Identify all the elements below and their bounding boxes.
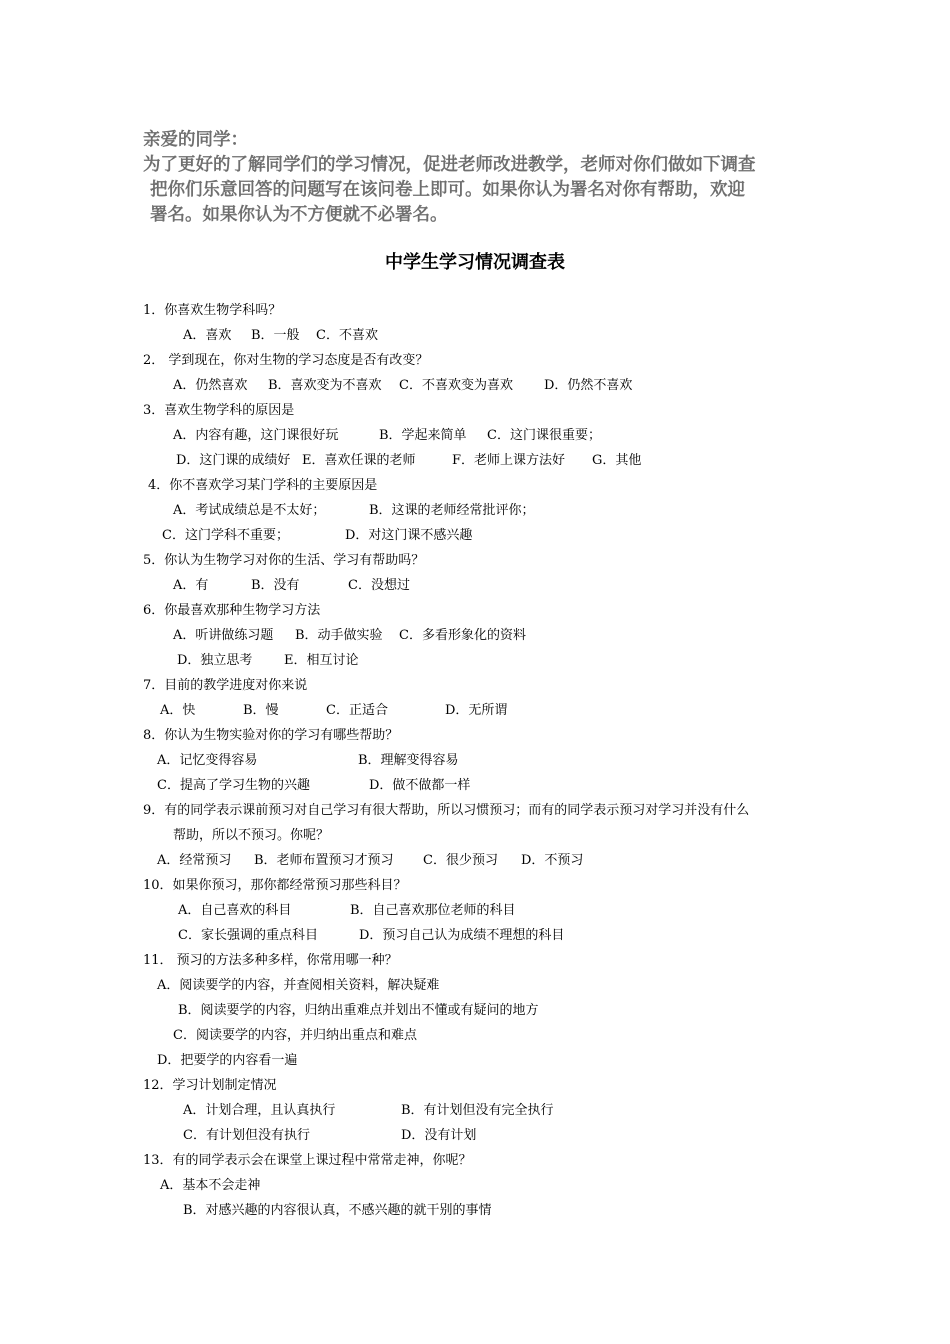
option-a: A．记忆变得容易 [157, 753, 258, 768]
option-a: A．仍然喜欢 [173, 378, 248, 393]
option-g: G．其他 [592, 453, 642, 468]
option-b: B．一般 [251, 328, 300, 343]
survey-title: 中学生学习情况调查表 [385, 252, 565, 273]
option-a: A．考试成绩总是不太好； [173, 503, 326, 518]
option-d: D．这门课的成绩好 [176, 453, 291, 468]
option-a: A．内容有趣，这门课很好玩 [173, 428, 339, 443]
option-b: B．有计划但没有完全执行 [401, 1103, 554, 1118]
question-11-option-d: D．把要学的内容看一遍 [157, 1053, 298, 1068]
question-13-option-a: A．基本不会走神 [160, 1178, 261, 1193]
option-a: A．听讲做练习题 [173, 628, 274, 643]
question-7: 7．目前的教学进度对你来说 [143, 678, 308, 693]
intro-line-1: 为了更好的了解同学们的学习情况，促进老师改进教学，老师对你们做如下调查 [143, 155, 756, 175]
option-e: E．喜欢任课的老师 [302, 453, 416, 468]
option-d: D．预习自己认为成绩不理想的科目 [359, 928, 565, 943]
option-c: C．家长强调的重点科目 [178, 928, 318, 943]
option-a: A．自己喜欢的科目 [178, 903, 292, 918]
option-e: E．相互讨论 [284, 653, 359, 668]
option-c: C．正适合 [326, 703, 388, 718]
option-b: B．喜欢变为不喜欢 [268, 378, 382, 393]
option-d: D．没有计划 [401, 1128, 477, 1143]
option-b: B．自己喜欢那位老师的科目 [350, 903, 516, 918]
question-11-option-c: C．阅读要学的内容，并归纳出重点和难点 [173, 1028, 417, 1043]
question-9-continued: 帮助，所以不预习。你呢？ [173, 828, 330, 843]
question-3: 3．喜欢生物学科的原因是 [143, 403, 295, 418]
option-d: D．仍然不喜欢 [544, 378, 633, 393]
option-b: B．理解变得容易 [358, 753, 459, 768]
option-a: A．快 [160, 703, 196, 718]
option-b: B．动手做实验 [295, 628, 383, 643]
question-11: 11． 预习的方法多种多样，你常用哪一种？ [143, 953, 398, 968]
option-c: C．没想过 [348, 578, 410, 593]
option-d: D．无所谓 [445, 703, 508, 718]
option-c: C．不喜欢 [316, 328, 378, 343]
option-c: C．不喜欢变为喜欢 [399, 378, 513, 393]
question-6: 6．你最喜欢那种生物学习方法 [143, 603, 321, 618]
option-f: F．老师上课方法好 [452, 453, 566, 468]
option-c: C．多看形象化的资料 [399, 628, 526, 643]
question-11-option-b: B．阅读要学的内容，归纳出重难点并划出不懂或有疑问的地方 [178, 1003, 539, 1018]
option-b: B．慢 [243, 703, 279, 718]
option-b: B．这课的老师经常批评你； [369, 503, 535, 518]
option-c: C．提高了学习生物的兴趣 [157, 778, 310, 793]
question-9: 9．有的同学表示课前预习对自己学习有很大帮助，所以习惯预习；而有的同学表示预习对学习并没有什么 [143, 803, 750, 818]
option-b: B．没有 [251, 578, 300, 593]
intro-line-2: 把你们乐意回答的问题写在该问卷上即可。如果你认为署名对你有帮助，欢迎 [150, 180, 745, 200]
option-d: D．对这门课不感兴趣 [345, 528, 473, 543]
option-d: D．不预习 [521, 853, 584, 868]
question-10: 10．如果你预习，那你都经常预习那些科目？ [143, 878, 407, 893]
intro-line-3: 署名。如果你认为不方便就不必署名。 [150, 205, 448, 225]
question-5: 5．你认为生物学习对你的生活、学习有帮助吗？ [143, 553, 425, 568]
option-b: B．老师布置预习才预习 [254, 853, 394, 868]
question-13: 13．有的同学表示会在课堂上课过程中常常走神，你呢？ [143, 1153, 472, 1168]
option-a: A．计划合理，且认真执行 [183, 1103, 336, 1118]
option-c: C．有计划但没有执行 [183, 1128, 310, 1143]
question-2: 2． 学到现在，你对生物的学习态度是否有改变？ [143, 353, 429, 368]
option-c: C．这门学科不重要； [162, 528, 289, 543]
option-b: B．学起来简单 [379, 428, 467, 443]
question-4: 4．你不喜欢学习某门学科的主要原因是 [148, 478, 378, 493]
option-a: A．喜欢 [183, 328, 232, 343]
option-c: C．很少预习 [423, 853, 498, 868]
greeting: 亲爱的同学： [143, 130, 248, 150]
option-d: D．做不做都一样 [369, 778, 471, 793]
option-d: D．独立思考 [177, 653, 253, 668]
option-c: C．这门课很重要； [487, 428, 601, 443]
question-1: 1．你喜欢生物学科吗？ [143, 303, 282, 318]
question-8: 8．你认为生物实验对你的学习有哪些帮助？ [143, 728, 399, 743]
question-12: 12．学习计划制定情况 [143, 1078, 277, 1093]
option-a: A．有 [173, 578, 209, 593]
question-13-option-b: B．对感兴趣的内容很认真，不感兴趣的就干别的事情 [183, 1203, 492, 1218]
option-a: A．经常预习 [157, 853, 232, 868]
question-11-option-a: A．阅读要学的内容，并查阅相关资料，解决疑难 [157, 978, 440, 993]
